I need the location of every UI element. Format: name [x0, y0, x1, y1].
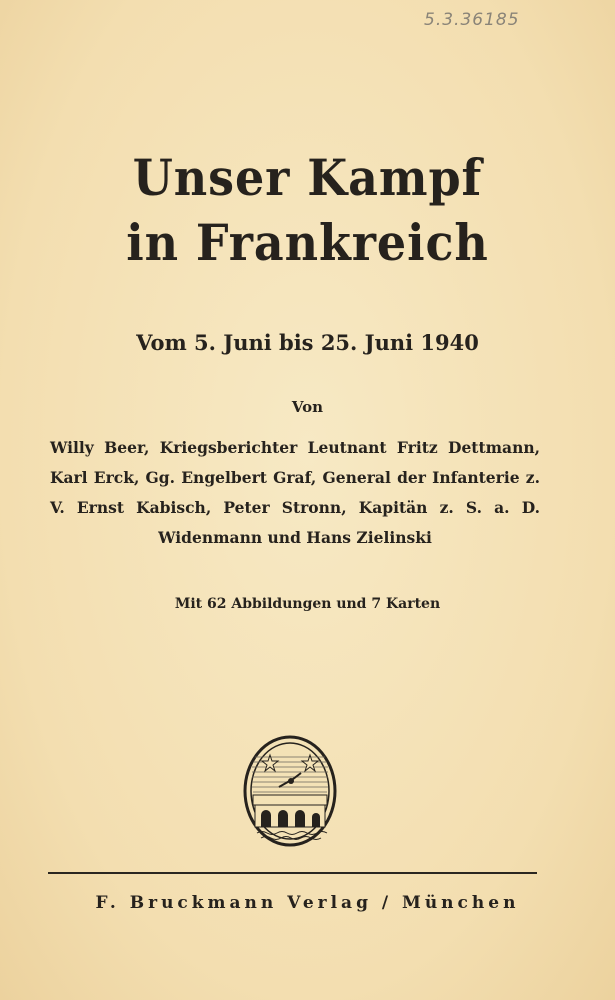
title-line-1: Unser Kampf: [132, 148, 483, 207]
illustrations-note: Mit 62 Abbildungen und 7 Karten: [174, 596, 441, 612]
title-line-2: in Frankreich: [126, 213, 489, 272]
by-label: Von: [291, 398, 324, 416]
publisher-emblem-icon: [243, 735, 337, 847]
authors: Willy Beer, Kriegsberichter Leutnant Fritz Dettmann, Karl Erck, Gg. Engelbert Graf, General der Infanterie z. V. Ernst Kabisch, Peter Stronn, Kapitän z. S. a. D. Widenmann und Hans Zielinski: [50, 438, 540, 547]
subtitle: Vom 5. Juni bis 25. Juni 1940: [136, 330, 479, 355]
divider-line: [48, 872, 537, 874]
shelf-mark: 5.3.36185: [424, 10, 520, 30]
publisher: F. Bruckmann Verlag / München: [95, 893, 520, 913]
